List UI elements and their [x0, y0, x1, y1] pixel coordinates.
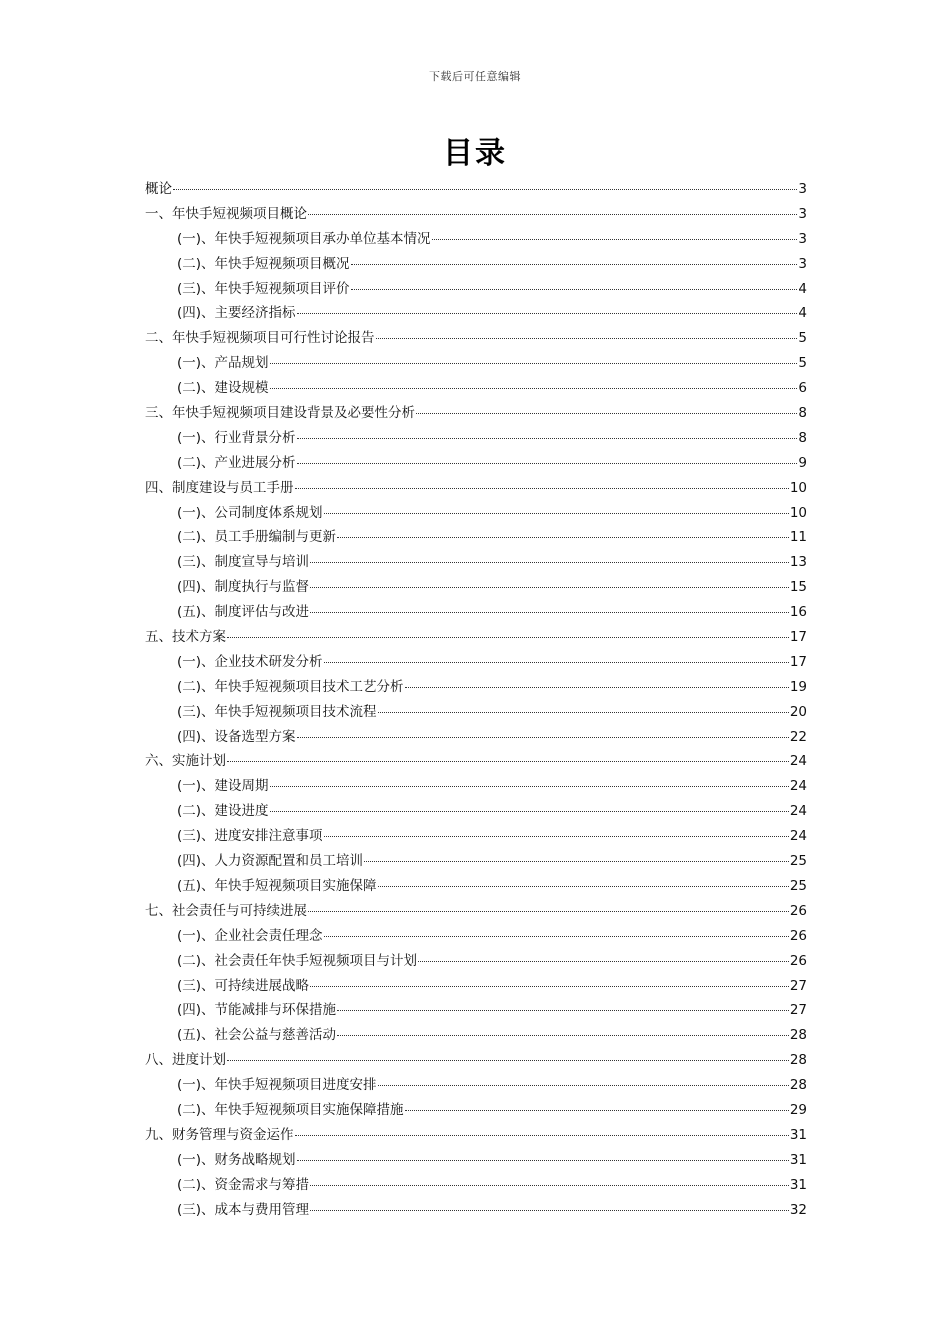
toc-entry[interactable] — [145, 1023, 807, 1048]
toc-entry[interactable] — [145, 675, 807, 700]
toc-entry[interactable] — [145, 824, 807, 849]
toc-entry[interactable] — [145, 550, 807, 575]
dot-leader — [270, 786, 789, 787]
toc-entry-label: (一)、产品规划 — [177, 355, 269, 372]
toc-entry-label: (一)、企业社会责任理念 — [177, 927, 323, 944]
dot-leader — [324, 836, 789, 837]
toc-entry[interactable] — [145, 1098, 807, 1123]
toc-entry-page-number: 9 — [798, 454, 807, 471]
toc-entry-label: (四)、主要经济指标 — [177, 305, 296, 322]
toc-entry-page-number: 3 — [798, 255, 807, 272]
toc-entry[interactable] — [145, 1073, 807, 1098]
dot-leader — [310, 587, 789, 588]
toc-entry-page-number: 3 — [798, 230, 807, 247]
toc-entry-label: (五)、社会公益与慈善活动 — [177, 1027, 337, 1044]
toc-entry-label: (一)、财务战略规划 — [177, 1151, 296, 1168]
dot-leader — [270, 388, 798, 389]
toc-entry-label: (三)、制度宣导与培训 — [177, 554, 310, 571]
toc-entry[interactable] — [145, 700, 807, 725]
dot-leader — [337, 1010, 789, 1011]
toc-entry-page-number: 27 — [789, 1002, 807, 1019]
dot-leader — [337, 1035, 789, 1036]
toc-entry-label: (四)、人力资源配置和员工培训 — [177, 853, 364, 870]
toc-entry[interactable] — [145, 774, 807, 799]
toc-entry-label: (三)、进度安排注意事项 — [177, 828, 323, 845]
dot-leader — [418, 961, 789, 962]
dot-leader — [227, 637, 789, 638]
toc-entry-label: (一)、年快手短视频项目承办单位基本情况 — [177, 230, 431, 247]
toc-entry[interactable] — [145, 1148, 807, 1173]
toc-entry[interactable] — [145, 600, 807, 625]
dot-leader — [295, 488, 789, 489]
dot-leader — [310, 612, 789, 613]
toc-entry-label: (一)、企业技术研发分析 — [177, 653, 323, 670]
toc-entry-page-number: 3 — [798, 181, 807, 197]
toc-entry-page-number: 28 — [789, 1027, 807, 1044]
toc-entry-page-number: 10 — [789, 504, 807, 521]
toc-entry-page-number: 5 — [798, 330, 807, 347]
toc-entry[interactable] — [145, 974, 807, 999]
toc-entry-label: 一、年快手短视频项目概论 — [145, 205, 307, 222]
toc-entry[interactable] — [145, 202, 807, 227]
toc-entry-page-number: 13 — [789, 554, 807, 571]
dot-leader — [351, 289, 798, 290]
toc-entry[interactable] — [145, 1123, 807, 1148]
toc-entry[interactable] — [145, 301, 807, 326]
dot-leader — [173, 189, 797, 190]
dot-leader — [378, 886, 789, 887]
toc-entry-page-number: 8 — [798, 429, 807, 446]
toc-entry[interactable] — [145, 575, 807, 600]
toc-entry-label: (一)、公司制度体系规划 — [177, 504, 323, 521]
toc-entry[interactable] — [145, 426, 807, 451]
toc-entry[interactable] — [145, 998, 807, 1023]
dot-leader — [416, 413, 797, 414]
toc-entry-label: (三)、可持续进展战略 — [177, 977, 310, 994]
toc-entry[interactable] — [145, 949, 807, 974]
toc-entry-label: (五)、年快手短视频项目实施保障 — [177, 877, 377, 894]
toc-entry-page-number: 11 — [789, 529, 807, 546]
toc-entry-label: 二、年快手短视频项目可行性讨论报告 — [145, 330, 375, 347]
toc-entry-page-number: 20 — [789, 703, 807, 720]
dot-leader — [376, 338, 798, 339]
toc-entry[interactable] — [145, 799, 807, 824]
toc-entry[interactable] — [145, 625, 807, 650]
toc-entry[interactable] — [145, 252, 807, 277]
dot-leader — [270, 811, 789, 812]
toc-entry-label: (二)、员工手册编制与更新 — [177, 529, 337, 546]
dot-leader — [297, 463, 798, 464]
toc-entry-page-number: 31 — [789, 1176, 807, 1193]
toc-entry[interactable] — [145, 177, 807, 202]
toc-entry-label: (三)、年快手短视频项目评价 — [177, 280, 350, 297]
toc-entry-page-number: 15 — [789, 579, 807, 596]
toc-entry-label: (四)、节能减排与环保措施 — [177, 1002, 337, 1019]
dot-leader — [310, 562, 789, 563]
dot-leader — [308, 911, 789, 912]
toc-entry[interactable] — [145, 525, 807, 550]
header-note: 下载后可任意编辑 — [429, 70, 521, 83]
dot-leader — [364, 861, 789, 862]
toc-entry[interactable] — [145, 874, 807, 899]
toc-entry[interactable] — [145, 650, 807, 675]
toc-entry-page-number: 17 — [789, 629, 807, 646]
toc-entry-label: (二)、建设规模 — [177, 380, 269, 397]
toc-entry-page-number: 3 — [798, 205, 807, 222]
dot-leader — [310, 1185, 789, 1186]
dot-leader — [227, 761, 789, 762]
dot-leader — [308, 214, 797, 215]
toc-entry-page-number: 19 — [789, 678, 807, 695]
toc-entry-page-number: 24 — [789, 828, 807, 845]
toc-entry-label: (二)、建设进度 — [177, 803, 269, 820]
toc-entry-page-number: 24 — [789, 803, 807, 820]
toc-entry-label: (四)、设备选型方案 — [177, 728, 296, 745]
dot-leader — [310, 1210, 789, 1211]
toc-entry-label: (二)、资金需求与筹措 — [177, 1176, 310, 1193]
toc-entry[interactable] — [145, 326, 807, 351]
toc-entry-page-number: 10 — [789, 479, 807, 496]
dot-leader — [351, 264, 798, 265]
toc-entry[interactable] — [145, 725, 807, 750]
toc-entry[interactable] — [145, 451, 807, 476]
toc-entry-page-number: 31 — [789, 1126, 807, 1143]
toc-entry[interactable] — [145, 1048, 807, 1073]
toc-entry-page-number: 16 — [789, 604, 807, 621]
toc-entry-label: 六、实施计划 — [145, 753, 226, 770]
toc-entry-page-number: 25 — [789, 853, 807, 870]
toc-entry-page-number: 29 — [789, 1101, 807, 1118]
dot-leader — [405, 1110, 789, 1111]
toc-entry-label: 九、财务管理与资金运作 — [145, 1126, 294, 1143]
toc-entry-page-number: 24 — [789, 753, 807, 770]
dot-leader — [405, 687, 789, 688]
toc-entry-page-number: 26 — [789, 927, 807, 944]
dot-leader — [270, 363, 798, 364]
toc-entry-page-number: 24 — [789, 778, 807, 795]
toc-entry[interactable] — [145, 1198, 807, 1223]
dot-leader — [337, 537, 789, 538]
dot-leader — [324, 662, 789, 663]
toc-entry[interactable] — [145, 501, 807, 526]
toc-entry-label: 概论 — [145, 181, 172, 197]
toc-entry-page-number: 5 — [798, 355, 807, 372]
toc-entry-label: 四、制度建设与员工手册 — [145, 479, 294, 496]
toc-entry[interactable] — [145, 277, 807, 302]
toc-entry-label: 八、进度计划 — [145, 1052, 226, 1069]
toc-entry-page-number: 25 — [789, 877, 807, 894]
toc-entry[interactable] — [145, 749, 807, 774]
toc-entry-page-number: 27 — [789, 977, 807, 994]
toc-entry-label: (三)、成本与费用管理 — [177, 1201, 310, 1218]
toc-entry-page-number: 28 — [789, 1052, 807, 1069]
toc-entry-page-number: 4 — [798, 280, 807, 297]
toc-entry-label: (二)、年快手短视频项目概况 — [177, 255, 350, 272]
dot-leader — [324, 936, 789, 937]
toc-entry-page-number: 8 — [798, 405, 807, 422]
dot-leader — [297, 1160, 789, 1161]
dot-leader — [297, 313, 798, 314]
toc-entry[interactable] — [145, 376, 807, 401]
dot-leader — [324, 513, 789, 514]
toc-entry[interactable] — [145, 924, 807, 949]
toc-entry-page-number: 6 — [798, 380, 807, 397]
toc-entry-page-number: 26 — [789, 902, 807, 919]
toc-entry-label: (二)、年快手短视频项目实施保障措施 — [177, 1101, 404, 1118]
toc-entry[interactable] — [145, 476, 807, 501]
toc-entry-label: (一)、建设周期 — [177, 778, 269, 795]
toc-entry-label: (五)、制度评估与改进 — [177, 604, 310, 621]
toc-entry-page-number: 28 — [789, 1077, 807, 1094]
toc-entry[interactable] — [145, 1173, 807, 1198]
toc-entry-page-number: 31 — [789, 1151, 807, 1168]
toc-entry[interactable] — [145, 351, 807, 376]
toc-entry[interactable] — [145, 899, 807, 924]
dot-leader — [295, 1135, 789, 1136]
toc-entry-label: (二)、年快手短视频项目技术工艺分析 — [177, 678, 404, 695]
toc-entry-label: 三、年快手短视频项目建设背景及必要性分析 — [145, 405, 415, 422]
toc-entry-page-number: 22 — [789, 728, 807, 745]
table-of-contents — [145, 177, 807, 1222]
dot-leader — [378, 1085, 789, 1086]
dot-leader — [227, 1060, 789, 1061]
dot-leader — [297, 737, 789, 738]
toc-entry-page-number: 4 — [798, 305, 807, 322]
toc-entry-label: (二)、社会责任年快手短视频项目与计划 — [177, 952, 418, 969]
toc-entry[interactable] — [145, 227, 807, 252]
toc-entry-label: (一)、行业背景分析 — [177, 429, 296, 446]
dot-leader — [297, 438, 798, 439]
toc-entry-page-number: 26 — [789, 952, 807, 969]
dot-leader — [310, 986, 789, 987]
toc-entry[interactable] — [145, 849, 807, 874]
toc-entry-label: 七、社会责任与可持续进展 — [145, 902, 307, 919]
toc-title: 目录 — [443, 136, 507, 171]
toc-entry-page-number: 32 — [789, 1201, 807, 1218]
dot-leader — [378, 712, 789, 713]
toc-entry-label: 五、技术方案 — [145, 629, 226, 646]
toc-entry[interactable] — [145, 401, 807, 426]
toc-entry-label: (四)、制度执行与监督 — [177, 579, 310, 596]
toc-entry-label: (三)、年快手短视频项目技术流程 — [177, 703, 377, 720]
toc-entry-page-number: 17 — [789, 653, 807, 670]
toc-entry-label: (一)、年快手短视频项目进度安排 — [177, 1077, 377, 1094]
dot-leader — [432, 239, 798, 240]
toc-entry-label: (二)、产业进展分析 — [177, 454, 296, 471]
